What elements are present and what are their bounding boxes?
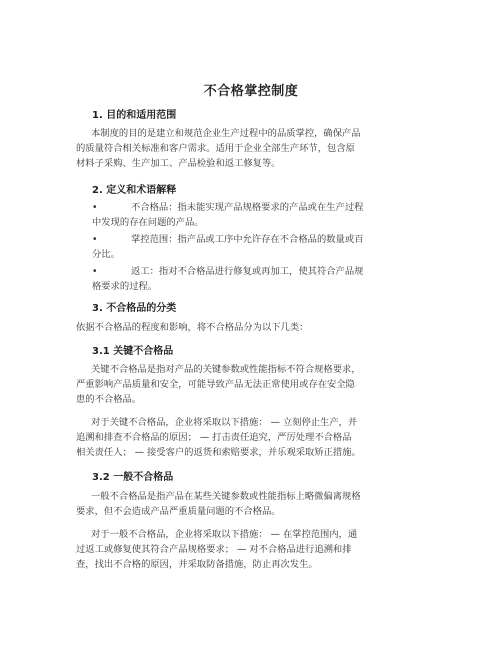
paragraph-line: 对于一般不合格品，企业将采取以下措施： — 在掌控范围内，通 <box>91 529 358 540</box>
bullet-icon: • <box>92 202 98 213</box>
bullet-line: 返工：指对不合格品进行修复或再加工，使其符合产品规 <box>131 266 364 277</box>
paragraph-line: 对于关键不合格品，企业将采取以下措施： — 立刻停止生产，并 <box>91 417 358 428</box>
section-3-2-paragraph-1 <box>76 489 432 519</box>
bullet-line: 格要求的过程。 <box>92 281 158 292</box>
paragraph-line: 要求，但不会造成产品严重质量问题的不合格品。 <box>76 506 281 517</box>
section-3-2-paragraph-2 <box>76 527 432 572</box>
section-2-heading: 2. 定义和术语解释 <box>92 185 177 196</box>
section-3-intro <box>76 320 432 335</box>
section-3-heading: 3. 不合格品的分类 <box>92 303 177 314</box>
bullet-line: 不合格品：指未能实现产品规格要求的产品或在生产过程 <box>131 202 364 213</box>
section-3-1-paragraph-1 <box>76 362 432 407</box>
paragraph-line: 严重影响产品质量和安全，可能导致产品无法正常使用或存在安全隐 <box>76 379 355 390</box>
paragraph-line: 材料子采购、生产加工、产品检验和返工修复等。 <box>76 158 281 169</box>
paragraph-line: 追溯和排查不合格品的原因； — 打击责任追究，严厉处理不合格品 <box>76 432 352 443</box>
bullet-line: 中发现的存在问题的产品。 <box>92 217 204 228</box>
paragraph-line: 的质量符合相关标准和客户需求。适用于企业全部生产环节，包含原 <box>76 143 355 154</box>
definition-bullet-1 <box>76 200 432 230</box>
section-3-2-heading: 3.2 一般不合格品 <box>92 472 174 483</box>
paragraph-line: 关键不合格品是指对产品的关键参数或性能指标不符合规格要求， <box>91 364 361 375</box>
paragraph-line: 依据不合格品的程度和影响，将不合格品分为以下几类： <box>76 322 309 333</box>
section-1-heading: 1. 目的和适用范围 <box>92 110 177 121</box>
bullet-icon: • <box>92 234 98 245</box>
bullet-line: 分比。 <box>92 249 120 260</box>
document-title: 不合格掌控制度 <box>203 84 299 99</box>
section-3-1-heading: 3.1 关键不合格品 <box>92 346 174 357</box>
section-1-paragraph <box>76 126 432 171</box>
paragraph-line: 相关责任人； — 接受客户的返货和索赔要求，并乐观采取矫正措施。 <box>76 447 361 458</box>
bullet-icon: • <box>92 266 98 277</box>
bullet-line: 掌控范围：指产品或工序中允许存在不合格品的数量或百 <box>131 234 364 245</box>
paragraph-line: 查，找出不合格的原因，并采取防备措施，防止再次发生。 <box>76 559 318 570</box>
definition-bullet-2 <box>76 232 432 262</box>
paragraph-line: 本制度的目的是建立和规范企业生产过程中的品质掌控，确保产品 <box>91 128 361 139</box>
section-3-1-paragraph-2 <box>76 415 432 460</box>
paragraph-line: 患的不合格品。 <box>76 394 142 405</box>
paragraph-line: 过返工或修复使其符合产品规格要求； — 对不合格品进行追溯和排 <box>76 544 352 555</box>
paragraph-line: 一般不合格品是指产品在某些关键参数或性能指标上略微偏离规格 <box>91 491 361 502</box>
definition-bullet-3 <box>76 264 432 294</box>
